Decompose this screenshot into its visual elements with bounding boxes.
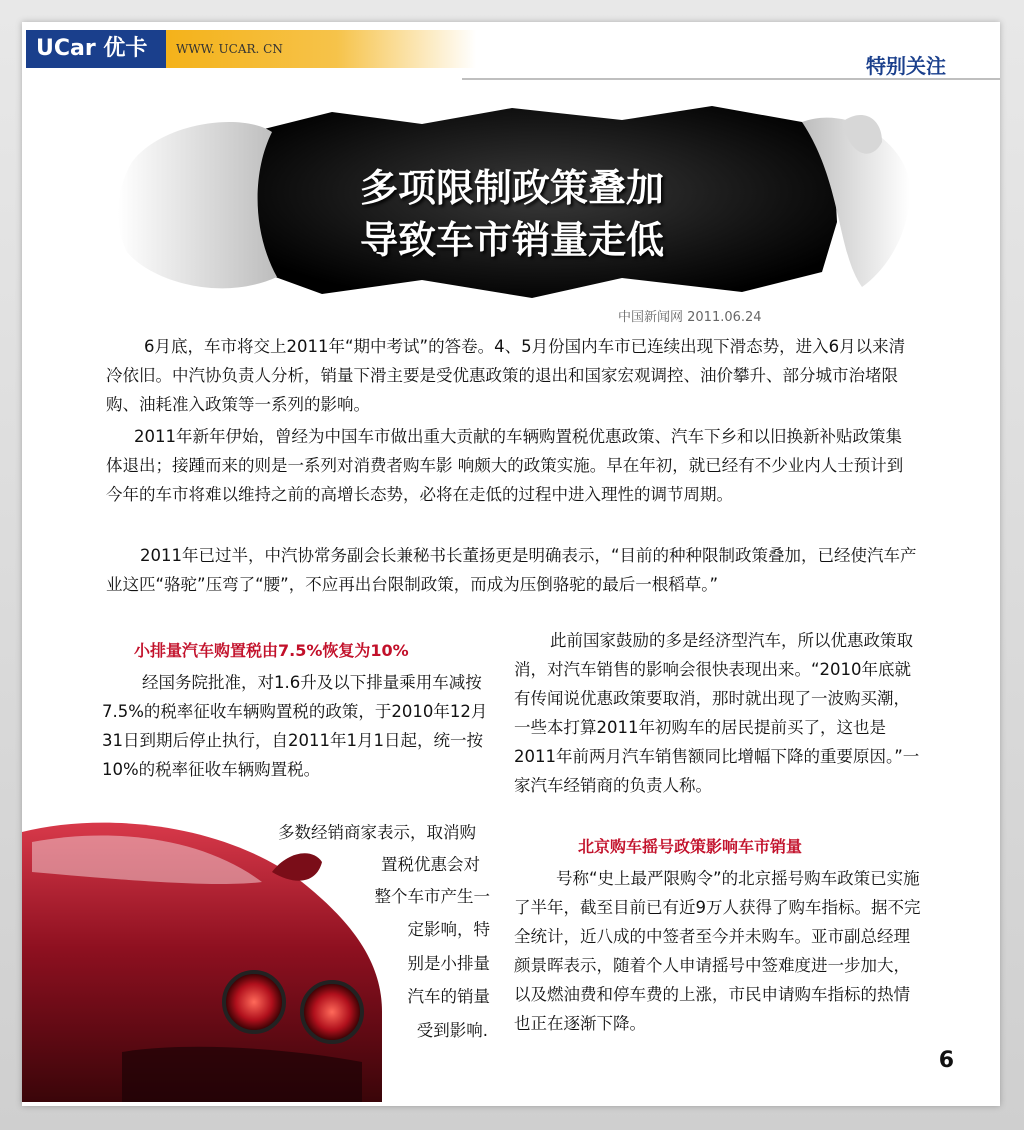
hero-title-line1: 多项限制政策叠加 (359, 166, 664, 210)
section-title: 特别关注 (866, 54, 946, 78)
left-body: 经国务院批准，对1.6升及以下排量乘用车减按7.5%的税率征收车辆购置税的政策，于2010年12月31日到期后停止执行，自2011年1月1日起，统一按10%的税率征收车辆购置税。 (102, 673, 488, 779)
site-url: WWW. UCAR. CN (166, 30, 476, 68)
hero-title (102, 162, 922, 266)
hero-banner (102, 102, 892, 302)
magazine-page (22, 22, 1000, 1106)
wrap-text-line-5: 别是小排量 (407, 954, 490, 973)
wrap-text-line-4: 定影响，特 (407, 920, 490, 939)
header-divider (462, 78, 1000, 80)
source-dateline: 中国新闻网 2011.06.24 (618, 310, 762, 325)
wrap-text-line-3: 整个车市产生一 (374, 887, 490, 906)
left-heading: 小排量汽车购置税由7.5%恢复为10% (134, 641, 409, 660)
right-body-2: 号称“史上最严限购令”的北京摇号购车政策已实施了半年，截至目前已有近9万人获得了购车指标。据不完全统计，近八成的中签者至今并未购车。亚市副总经理颜景晖表示，随着个人申请摇号中签难度进一步加大，以及燃油费和停车费的上涨，市民申请购车指标的热情也正在逐渐下降。 (514, 869, 921, 1033)
intro-paragraph-1: 6月底，车市将交上2011年“期中考试”的答卷。4、5月份国内车市已连续出现下滑态势，进入6月以来清冷依旧。中汽协负责人分析，销量下滑主要是受优惠政策的退出和国家宏观调控、油价攀升、部分城市治堵限购、油耗准入政策等一系列的影响。 (106, 337, 906, 414)
wrap-text-line-7: 受到影响. (416, 1021, 488, 1040)
wrap-text-line-6: 汽车的销量 (407, 987, 490, 1006)
intro-paragraph-2: 2011年新年伊始，曾经为中国车市做出重大贡献的车辆购置税优惠政策、汽车下乡和以旧换新补贴政策集体退出；接踵而来的则是一系列对消费者购车影 响颇大的政策实施。早在年初，就已经有不少业内人士预计到今年的车市将难以维持之前的高增长态势，必将在走低的过程中进入理性的调节周期。 (106, 427, 904, 504)
right-body-1: 此前国家鼓励的多是经济型汽车，所以优惠政策取消，对汽车销售的影响会很快表现出来。“2010年底就有传闻说优惠政策要取消，那时就出现了一波购买潮，一些本打算2011年初购车的居民提前买了，这也是2011年前两月汽车销售额同比增幅下降的重要原因。”一家汽车经销商的负责人称。 (514, 631, 920, 795)
ucar-logo: UCar 优卡 (26, 30, 166, 68)
right-heading: 北京购车摇号政策影响车市销量 (578, 837, 803, 856)
wrap-text-line-1: 多数经销商家表示，取消购 (278, 823, 476, 842)
wrap-text-line-2: 置税优惠会对 (381, 855, 480, 874)
hero-title-line2: 导致车市销量走低 (359, 218, 664, 262)
header-bar (22, 26, 1000, 78)
intro-paragraph-3: 2011年已过半，中汽协常务副会长兼秘书长董扬更是明确表示，“目前的种种限制政策叠加，已经使汽车产业这匹“骆驼”压弯了“腰”，不应再出台限制政策，而成为压倒骆驼的最后一根稻草。” (106, 546, 917, 594)
page-number: 6 (938, 1048, 954, 1073)
